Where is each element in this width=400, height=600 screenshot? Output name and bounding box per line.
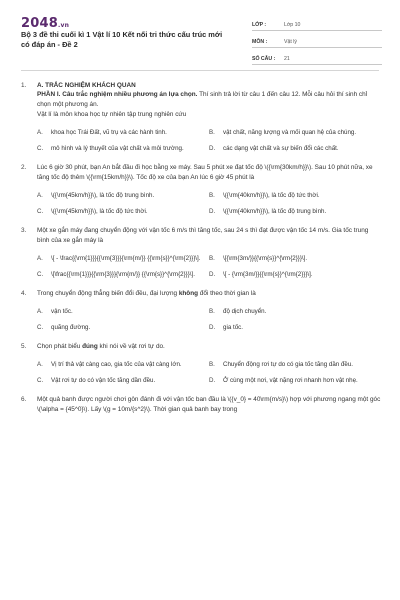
option-c[interactable] (37, 144, 209, 153)
option-b[interactable] (209, 128, 381, 137)
option-letter: D. (209, 208, 216, 215)
option-a[interactable] (37, 128, 209, 137)
question-number: 2. (21, 164, 27, 171)
option-letter: D. (209, 145, 216, 152)
option-letter: B. (209, 192, 215, 199)
option-text: \({\rm{45km/h}}\), là tốc độ tức thời. (51, 208, 148, 215)
option-letter: A. (37, 308, 43, 315)
document-title: Bộ 3 đề thi cuối kì 1 Vật lí 10 Kết nối tri thức cấu trúc mới có đáp án - Đề 2 (21, 30, 223, 49)
option-d[interactable] (209, 144, 381, 153)
option-text: \[{\rm{3m/}}{{\rm{s}}^{\rm{2}}}\]. (223, 255, 308, 262)
question-1 (21, 81, 381, 90)
option-d[interactable] (209, 376, 381, 385)
part-text: Thí sinh trả lời từ câu 1 đến câu 12. Mỗi câu hỏi thí sinh chỉ chọn một phương án. (37, 91, 368, 108)
option-b[interactable] (209, 307, 381, 316)
question-number: 5. (21, 343, 27, 350)
option-text: \({\rm{40km/h}}\), là tốc độ tức thời. (223, 192, 320, 199)
question-2 (21, 163, 381, 183)
meta-info (252, 14, 382, 65)
option-text: \({\rm{45km/h}}\), là tốc độ trung bình. (51, 192, 155, 199)
part-label: PHẦN I. Câu trắc nghiệm nhiều phương án lựa chọn. (37, 91, 198, 98)
option-letter: A. (37, 255, 43, 262)
question-stem (37, 289, 381, 299)
meta-key: LỚP : (252, 22, 267, 28)
option-letter: D. (209, 377, 216, 384)
meta-row-count (252, 48, 382, 65)
question-stem: Lúc 6 giờ 30 phút, bạn An bắt đầu đi học bằng xe máy. Sau 5 phút xe đạt tốc độ \({\rm{30km/h}}\). Sau 10 phút nữa, xe tăng tốc độ thêm \({\rm{15km/h}}\). Tốc độ xe của bạn An lúc 6 giờ 45 phút là (37, 164, 373, 181)
option-a[interactable] (37, 254, 209, 263)
option-a[interactable] (37, 360, 209, 369)
option-letter: A. (37, 361, 43, 368)
option-text: \[\frac{{\rm{1}}}{{\rm{3}}}{\rm{m/}} {{\rm{s}}^{\rm{2}}}\]. (51, 271, 195, 278)
question-number: 4. (21, 290, 27, 297)
question-stem: Một quả banh được người chơi gôn đánh đi với vận tốc ban đầu là \({v_0} = 40\rm{m/s}\) hợp với phương ngang một góc \(\alpha = {45^0}\). Lấy \(g = 10m/{s^2}\). Thời gian quả banh bay trong (37, 396, 381, 413)
option-text: mô hình và lý thuyết của vật chất và môi trường. (51, 145, 184, 152)
header-divider (21, 70, 379, 71)
question-number: 3. (21, 227, 27, 234)
option-letter: C. (37, 271, 44, 278)
option-letter: D. (209, 324, 216, 331)
question-3 (21, 226, 381, 246)
section-title: A. TRẮC NGHIỆM KHÁCH QUAN (37, 82, 136, 89)
option-d[interactable] (209, 270, 381, 279)
option-letter: C. (37, 324, 44, 331)
stem-text: Chọn phát biểu (37, 343, 83, 350)
option-letter: A. (37, 192, 43, 199)
question-stem: Một xe gắn máy đang chuyển động với vận tốc 6 m/s thì tăng tốc, sau 24 s thì đạt được vận tốc 14 m/s. Gia tốc trung bình của xe gắn máy là (37, 227, 369, 244)
question-number: 6. (21, 396, 27, 403)
options-q2 (21, 191, 381, 216)
option-letter: D. (209, 271, 216, 278)
meta-row-subject (252, 31, 382, 48)
site-logo[interactable] (21, 16, 69, 31)
option-text: các dạng vật chất và sự biến đổi các chất. (223, 145, 339, 152)
option-text: gia tốc. (223, 324, 243, 331)
option-a[interactable] (37, 307, 209, 316)
meta-value: 21 (284, 56, 290, 62)
question-stem: Vật lí là môn khoa học tự nhiên tập trung nghiên cứu (37, 111, 187, 118)
option-b[interactable] (209, 191, 381, 200)
option-c[interactable] (37, 270, 209, 279)
option-text: vật chất, năng lượng và mối quan hệ của chúng. (223, 129, 357, 136)
option-d[interactable] (209, 207, 381, 216)
option-letter: B. (209, 308, 215, 315)
option-letter: B. (209, 361, 215, 368)
option-c[interactable] (37, 376, 209, 385)
stem-text: khi nói về vật rơi tự do. (97, 343, 165, 350)
option-letter: B. (209, 129, 215, 136)
option-text: vận tốc. (51, 308, 73, 315)
option-letter: A. (37, 129, 43, 136)
option-text: Ở cùng một nơi, vật nặng rơi nhanh hơn vật nhẹ. (223, 377, 358, 384)
meta-key: MÔN : (252, 39, 268, 45)
option-c[interactable] (37, 207, 209, 216)
option-text: \[ - {\rm{3m/}}{{\rm{s}}^{\rm{2}}}\]. (223, 271, 313, 278)
question-number: 1. (21, 82, 27, 89)
logo-text: 2048 (21, 16, 58, 31)
option-b[interactable] (209, 254, 381, 263)
option-letter: C. (37, 377, 44, 384)
question-6 (21, 395, 381, 415)
option-text: \({\rm{40km/h}}\), là tốc độ trung bình. (223, 208, 327, 215)
option-text: Vị trí thả vật càng cao, gia tốc của vật càng lớn. (51, 361, 182, 368)
question-stem (37, 342, 381, 352)
option-text: khoa học Trái Đất, vũ trụ và các hành tinh. (51, 129, 167, 136)
logo-suffix: .vn (57, 22, 70, 29)
options-q4 (21, 307, 381, 332)
meta-row-class (252, 14, 382, 31)
option-a[interactable] (37, 191, 209, 200)
option-letter: B. (209, 255, 215, 262)
option-text: quãng đường. (51, 324, 91, 331)
options-q1 (21, 128, 381, 153)
options-q3 (21, 254, 381, 279)
options-q5 (21, 360, 381, 385)
option-text: Chuyển động rơi tự do có gia tốc tăng dần đều. (223, 361, 353, 368)
question-4 (21, 289, 381, 299)
option-b[interactable] (209, 360, 381, 369)
stem-text: Trong chuyển động thẳng biến đổi đều, đại lượng (37, 290, 179, 297)
question-5 (21, 342, 381, 352)
stem-emphasis: không (178, 290, 198, 297)
option-d[interactable] (209, 323, 381, 332)
option-letter: C. (37, 145, 44, 152)
meta-value: Vật lý (284, 39, 297, 45)
option-text: độ dịch chuyển. (223, 308, 267, 315)
part-instructions (21, 90, 381, 110)
meta-key: SỐ CÂU : (252, 56, 276, 62)
stem-emphasis: đúng (82, 343, 98, 350)
exam-content (21, 81, 381, 415)
option-c[interactable] (37, 323, 209, 332)
option-letter: C. (37, 208, 44, 215)
option-text: \[ - \frac{{\rm{1}}}{{\rm{3}}}{\rm{m/}} {{\rm{s}}^{\rm{2}}}\]. (51, 255, 201, 262)
option-text: Vật rơi tự do có vận tốc tăng dần đều. (51, 377, 156, 384)
meta-value: Lớp 10 (284, 22, 301, 28)
stem-text: đổi theo thời gian là (198, 290, 256, 297)
